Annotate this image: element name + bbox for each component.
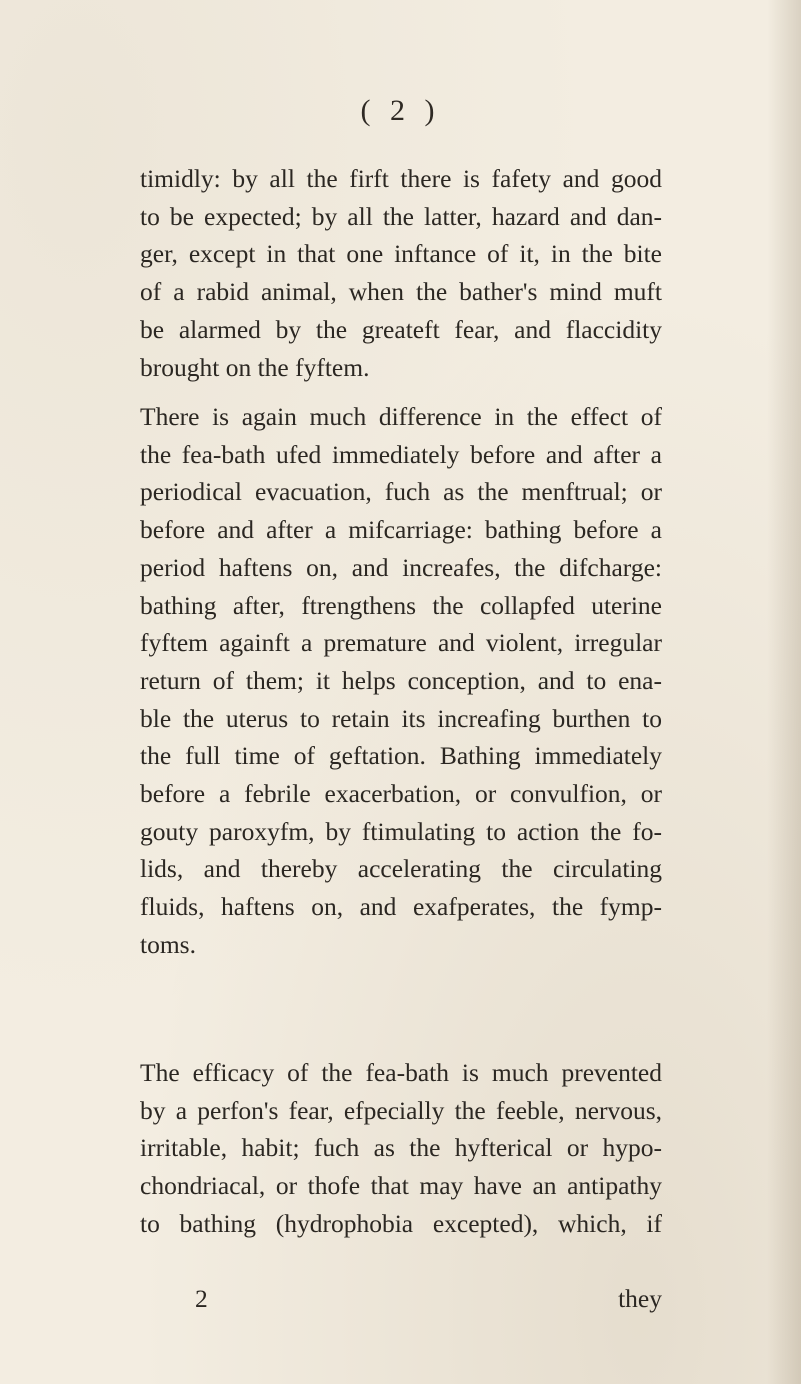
page-number-header: ( 2 ) [360,94,441,127]
text-line: bathing after, ftrengthens the collapfed uterine [140,590,662,620]
text-line: lids, and thereby accelerating the circulating [140,854,662,884]
text-line: before a febrile exacerbation, or convulfion, or [140,779,662,809]
text-line: of a rabid animal, when the bather's mind muft [140,277,662,307]
text-line: to bathing (hydrophobia excepted), which, if [140,1208,662,1238]
text-line: fyftem againft a premature and violent, irregular [140,628,662,658]
text-line: by a perfon's fear, efpecially the feeble, nervous, [140,1095,662,1125]
text-line: be alarmed by the greateft fear, and flaccidity [140,314,662,344]
signature-mark: 2 [195,1284,208,1313]
text-line: periodical evacuation, fuch as the menftrual; or [140,477,662,507]
paragraph-2 [140,398,662,964]
text-line: brought on the fyftem. [140,352,370,382]
text-line: the full time of geftation. Bathing immediately [140,741,662,771]
text-line: chondriacal, or thofe that may have an antipathy [140,1171,662,1201]
paragraph-3 [140,1054,662,1243]
page-edge-shadow [767,0,801,1384]
text-line: The efficacy of the fea-bath is much prevented [140,1058,662,1087]
text-line: to be expected; by all the latter, hazard and dan- [140,201,662,231]
text-line: ble the uterus to retain its increafing burthen to [140,703,662,733]
text-line: fluids, haftens on, and exafperates, the fymp- [140,892,662,922]
text-line: There is again much difference in the effect of [140,402,662,431]
text-line: return of them; it helps conception, and to ena- [140,665,662,695]
text-line: before and after a mifcarriage: bathing before a [140,515,662,545]
text-line: the fea-bath ufed immediately before and after a [140,439,662,469]
text-line: irritable, habit; fuch as the hyfterical or hypo- [140,1133,662,1163]
text-line: toms. [140,929,196,959]
text-line: ger, except in that one inftance of it, in the bite [140,239,662,269]
paragraph-1 [140,160,662,386]
text-line: period haftens on, and increafes, the difcharge: [140,552,662,582]
text-line: gouty paroxyfm, by ftimulating to action the fo- [140,816,662,846]
catchword: they [618,1284,662,1313]
text-line: timidly: by all the firft there is fafety and good [140,164,662,193]
